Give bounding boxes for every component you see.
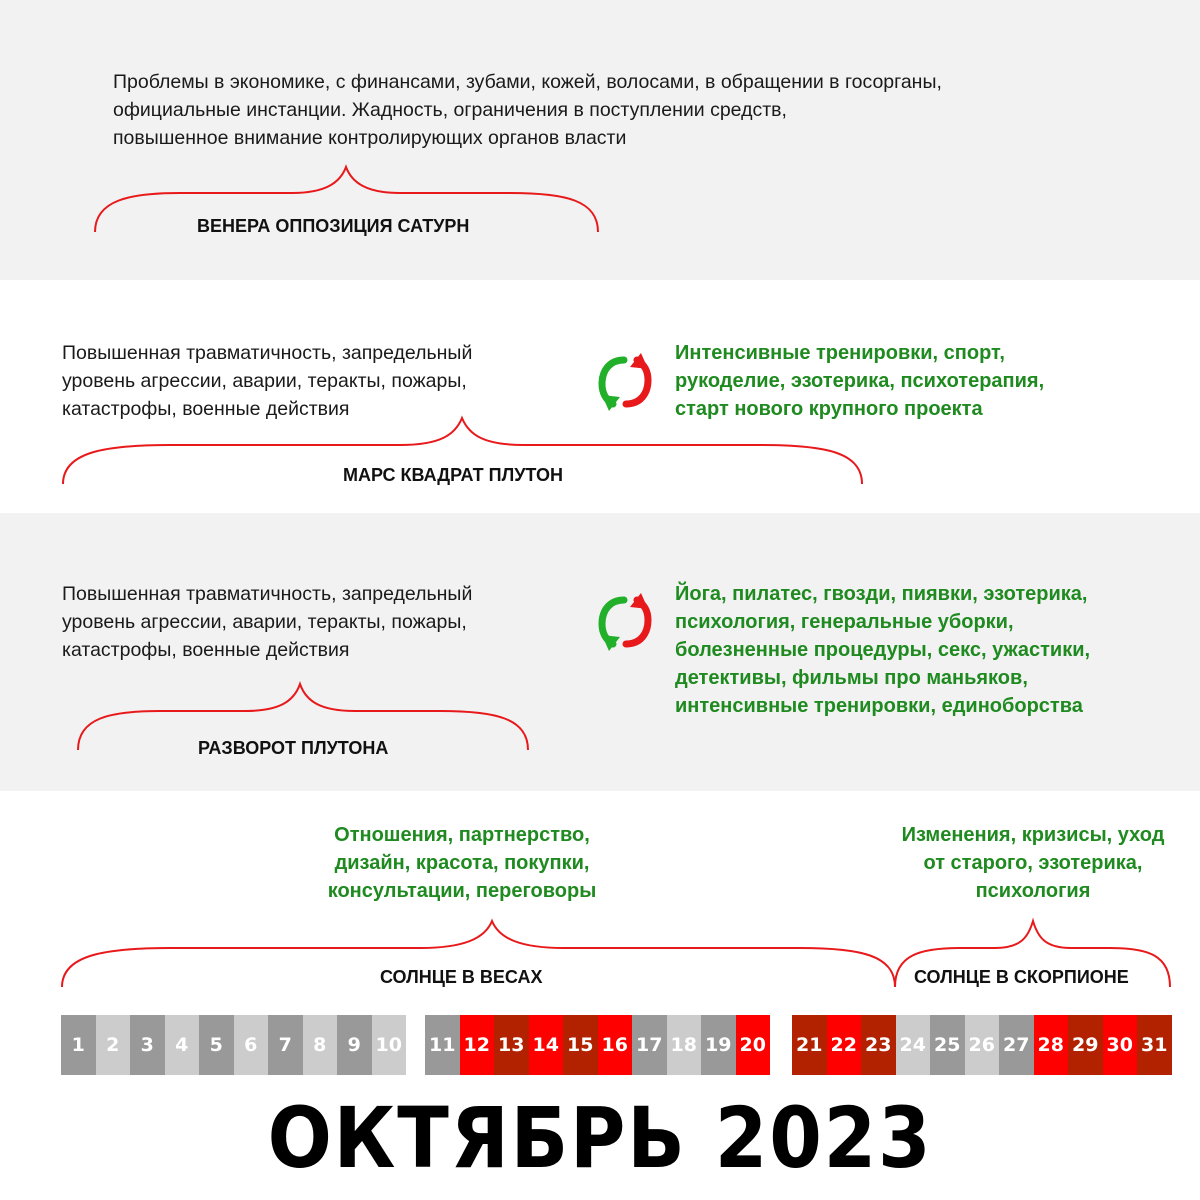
day-cell: 8: [303, 1015, 338, 1075]
day-cell: 18: [667, 1015, 702, 1075]
venus-description-line: повышенное внимание контролирующих органов власти: [113, 127, 627, 149]
mars-description-line: Повышенная травматичность, запредельный: [62, 342, 473, 364]
mars-description-line: катастрофы, военные действия: [62, 398, 350, 420]
day-cell: 16: [598, 1015, 633, 1075]
calendar-days-21-31: [792, 1015, 1172, 1075]
day-cell: 27: [999, 1015, 1034, 1075]
pluto-remedy-line: болезненные процедуры, секс, ужастики,: [675, 639, 1091, 661]
libra-description-line: Отношения, партнерство,: [334, 824, 590, 846]
day-cell: 17: [632, 1015, 667, 1075]
venus-description-line: Проблемы в экономике, с финансами, зубами, кожей, волосами, в обращении в госорганы,: [113, 71, 942, 93]
venus-label: ВЕНЕРА ОППОЗИЦИЯ САТУРН: [197, 216, 470, 236]
day-cell: 9: [337, 1015, 372, 1075]
day-cell: 24: [896, 1015, 931, 1075]
day-cell: 23: [861, 1015, 896, 1075]
day-cell: 4: [165, 1015, 200, 1075]
day-cell: 13: [494, 1015, 529, 1075]
day-cell: 2: [96, 1015, 131, 1075]
day-cell: 31: [1137, 1015, 1172, 1075]
day-cell: 1: [61, 1015, 96, 1075]
scorpio-description-line: Изменения, кризисы, уход: [901, 824, 1165, 846]
scorpio-description-line: от старого, эзотерика,: [923, 852, 1143, 874]
day-cell: 10: [372, 1015, 407, 1075]
pluto-description-line: катастрофы, военные действия: [62, 639, 350, 661]
mars-remedy-line: рукоделие, эзотерика, психотерапия,: [675, 370, 1045, 392]
mars-remedy-line: старт нового крупного проекта: [675, 398, 983, 420]
calendar-days-1-10: [61, 1015, 406, 1075]
mars-label: МАРС КВАДРАТ ПЛУТОН: [343, 465, 563, 485]
pluto-remedy-line: интенсивные тренировки, единоборства: [675, 695, 1083, 717]
calendar-title: ОКТЯБРЬ 2023: [267, 1089, 933, 1187]
pluto-remedy-line: психология, генеральные уборки,: [675, 611, 1014, 633]
venus-description-line: официальные инстанции. Жадность, ограничения в поступлении средств,: [113, 99, 787, 121]
day-cell: 28: [1034, 1015, 1069, 1075]
day-cell: 3: [130, 1015, 165, 1075]
mars-description-line: уровень агрессии, аварии, теракты, пожары,: [62, 370, 467, 392]
day-cell: 5: [199, 1015, 234, 1075]
day-cell: 15: [563, 1015, 598, 1075]
day-cell: 11: [425, 1015, 460, 1075]
pluto-remedy-line: Йога, пилатес, гвозди, пиявки, эзотерика,: [675, 583, 1088, 605]
libra-description-line: консультации, переговоры: [327, 880, 597, 902]
mars-remedy-line: Интенсивные тренировки, спорт,: [675, 342, 1005, 364]
day-cell: 6: [234, 1015, 269, 1075]
calendar-days-11-20: [425, 1015, 770, 1075]
pluto-label: РАЗВОРОТ ПЛУТОНА: [198, 738, 389, 758]
day-cell: 20: [736, 1015, 771, 1075]
libra-label: СОЛНЦЕ В ВЕСАХ: [380, 967, 543, 987]
day-cell: 21: [792, 1015, 827, 1075]
pluto-description-line: Повышенная травматичность, запредельный: [62, 583, 473, 605]
day-cell: 7: [268, 1015, 303, 1075]
pluto-remedy-line: детективы, фильмы про маньяков,: [675, 667, 1028, 689]
pluto-description-line: уровень агрессии, аварии, теракты, пожары,: [62, 611, 467, 633]
scorpio-label: СОЛНЦЕ В СКОРПИОНЕ: [914, 967, 1129, 987]
day-cell: 14: [529, 1015, 564, 1075]
day-cell: 30: [1103, 1015, 1138, 1075]
day-cell: 19: [701, 1015, 736, 1075]
libra-description-line: дизайн, красота, покупки,: [334, 852, 590, 874]
day-cell: 12: [460, 1015, 495, 1075]
day-cell: 25: [930, 1015, 965, 1075]
scorpio-description-line: психология: [975, 880, 1091, 902]
day-cell: 22: [827, 1015, 862, 1075]
day-cell: 26: [965, 1015, 1000, 1075]
day-cell: 29: [1068, 1015, 1103, 1075]
